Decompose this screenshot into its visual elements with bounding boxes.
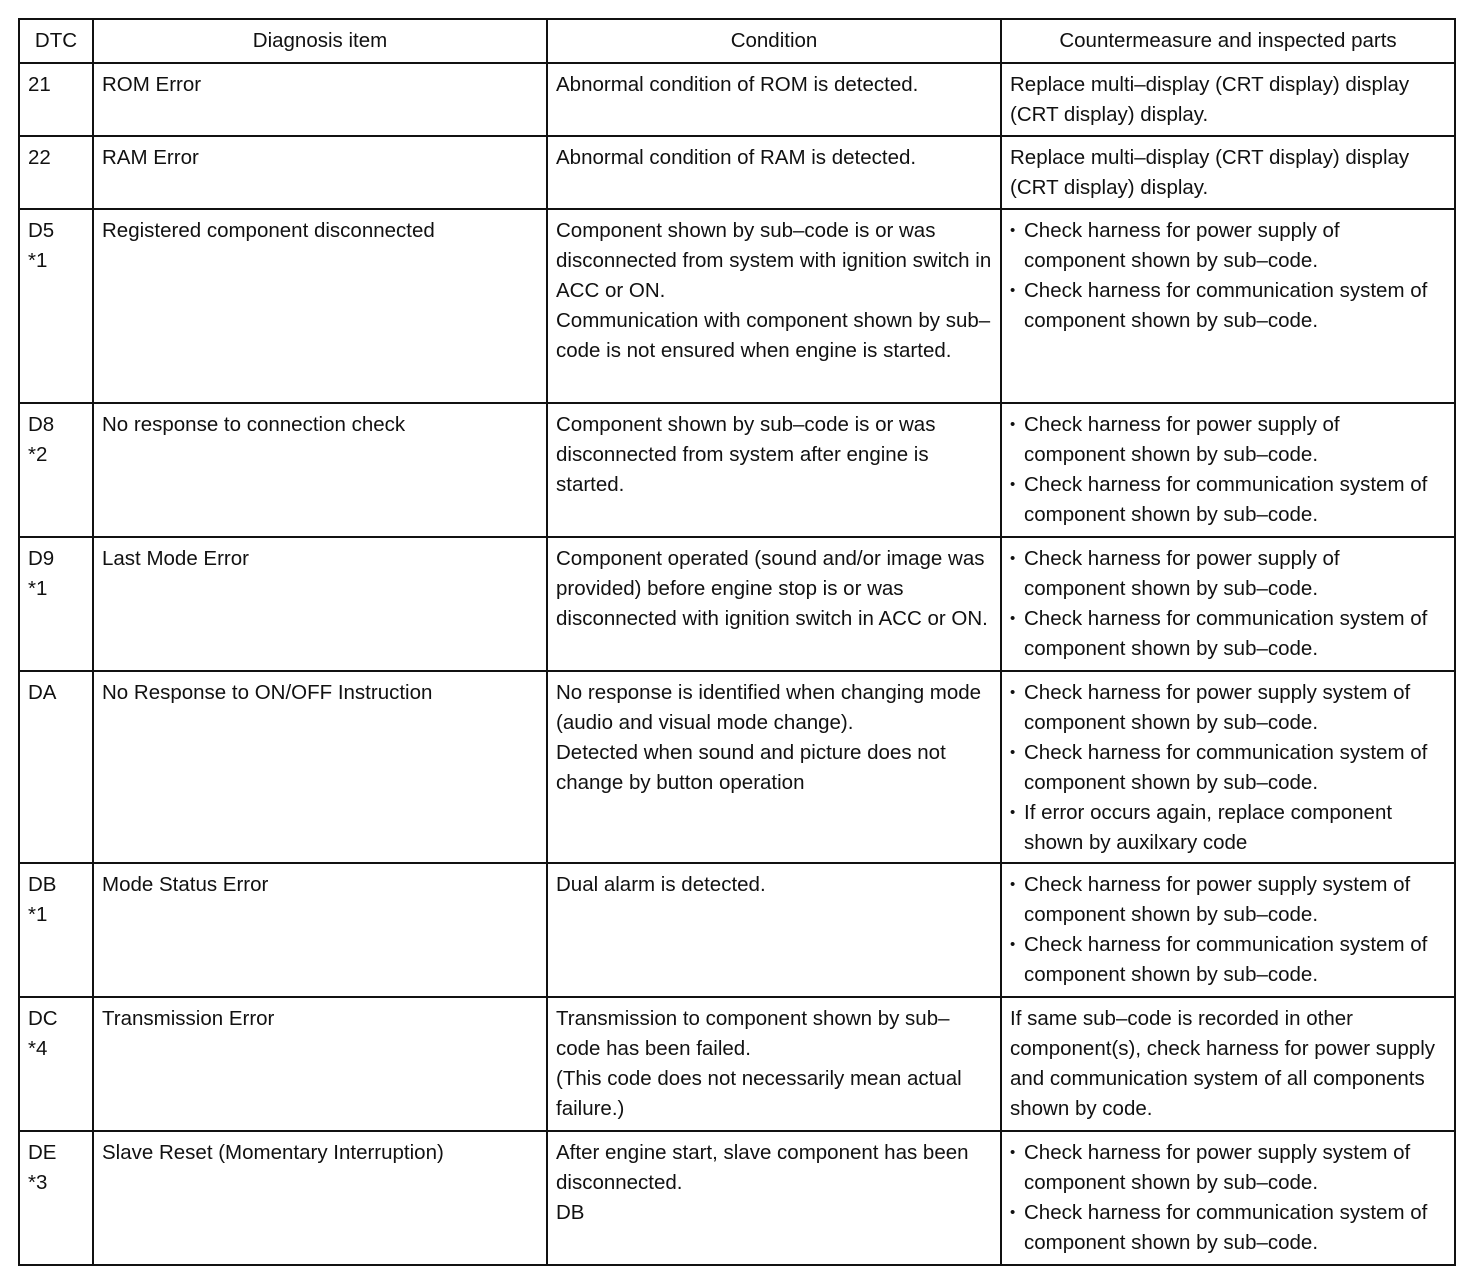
- condition-line: Transmission to component shown by sub–code has been failed.: [556, 1007, 950, 1060]
- countermeasure-bullet: • Check harness for power supply of component shown by sub–code.: [1010, 410, 1446, 470]
- condition-line: Component shown by sub–code is or was disconnected from system after engine is started.: [556, 413, 936, 496]
- dtc-code: D8: [28, 413, 55, 436]
- condition-line: After engine start, slave component has been disconnected.: [556, 1141, 969, 1194]
- header-diagnosis-item: Diagnosis item: [93, 19, 547, 63]
- table-row: [19, 537, 1455, 671]
- countermeasure-cell: [1001, 863, 1455, 997]
- countermeasure-text: Replace multi–display (CRT display) display (CRT display) display.: [1010, 146, 1410, 199]
- dtc-code: DA: [28, 681, 57, 704]
- countermeasure-cell: [1001, 136, 1455, 209]
- header-row: [19, 19, 1455, 63]
- countermeasure-cell: [1001, 403, 1455, 537]
- condition-line: DB: [556, 1201, 585, 1224]
- table-row: [19, 863, 1455, 997]
- countermeasure-cell: [1001, 209, 1455, 403]
- table-row: [19, 209, 1455, 403]
- condition-cell: [547, 209, 1001, 403]
- countermeasure-cell: [1001, 63, 1455, 136]
- dtc-code: D9: [28, 547, 55, 570]
- countermeasure-list: [1010, 544, 1446, 664]
- table-row: [19, 1131, 1455, 1265]
- dtc-footnote: *1: [28, 903, 48, 926]
- countermeasure-bullet: • Check harness for power supply system of component shown by sub–code.: [1010, 1138, 1446, 1198]
- diagnosis-item-cell: ROM Error: [93, 63, 547, 136]
- countermeasure-cell: [1001, 997, 1455, 1131]
- table-row: [19, 403, 1455, 537]
- dtc-cell: [19, 209, 93, 403]
- table-row: [19, 136, 1455, 209]
- dtc-footnote: *1: [28, 249, 48, 272]
- countermeasure-bullet: • Check harness for power supply of component shown by sub–code.: [1010, 216, 1446, 276]
- countermeasure-cell: [1001, 537, 1455, 671]
- diagnosis-item-cell: RAM Error: [93, 136, 547, 209]
- countermeasure-bullet: • Check harness for communication system of component shown by sub–code.: [1010, 470, 1446, 530]
- condition-line: Communication with component shown by sub–code is not ensured when engine is started.: [556, 309, 991, 362]
- dtc-cell: [19, 63, 93, 136]
- dtc-cell: [19, 863, 93, 997]
- countermeasure-text: If same sub–code is recorded in other component(s), check harness for power supply and communication system of all components shown by code.: [1010, 1007, 1436, 1120]
- condition-line: Abnormal condition of ROM is detected.: [556, 73, 919, 96]
- countermeasure-bullet: • If error occurs again, replace component shown by auxilxary code: [1010, 798, 1446, 858]
- dtc-cell: [19, 1131, 93, 1265]
- table-row: [19, 997, 1455, 1131]
- countermeasure-list: [1010, 870, 1446, 990]
- table-row: [19, 63, 1455, 136]
- countermeasure-cell: [1001, 1131, 1455, 1265]
- condition-cell: [547, 671, 1001, 863]
- dtc-code: 22: [28, 146, 51, 169]
- dtc-table: [18, 18, 1456, 1266]
- countermeasure-bullet: • Check harness for communication system of component shown by sub–code.: [1010, 276, 1446, 336]
- dtc-cell: [19, 537, 93, 671]
- header-condition: Condition: [547, 19, 1001, 63]
- condition-cell: [547, 63, 1001, 136]
- condition-cell: [547, 136, 1001, 209]
- condition-cell: [547, 997, 1001, 1131]
- condition-line: Component shown by sub–code is or was disconnected from system with ignition switch in ACC or ON.: [556, 219, 992, 302]
- condition-cell: [547, 537, 1001, 671]
- countermeasure-bullet: • Check harness for communication system of component shown by sub–code.: [1010, 930, 1446, 990]
- diagnosis-item-cell: Mode Status Error: [93, 863, 547, 997]
- condition-line: No response is identified when changing mode (audio and visual mode change).: [556, 681, 982, 734]
- condition-cell: [547, 863, 1001, 997]
- diagnosis-item-cell: No Response to ON/OFF Instruction: [93, 671, 547, 863]
- countermeasure-list: [1010, 1138, 1446, 1258]
- condition-line: Abnormal condition of RAM is detected.: [556, 146, 917, 169]
- diagnosis-item-cell: No response to connection check: [93, 403, 547, 537]
- dtc-cell: [19, 136, 93, 209]
- countermeasure-bullet: • Check harness for power supply of component shown by sub–code.: [1010, 544, 1446, 604]
- diagnosis-item-cell: Last Mode Error: [93, 537, 547, 671]
- dtc-footnote: *2: [28, 443, 48, 466]
- countermeasure-bullet: • Check harness for power supply system of component shown by sub–code.: [1010, 678, 1446, 738]
- dtc-table-sheet: [18, 18, 1454, 1258]
- dtc-code: DC: [28, 1007, 58, 1030]
- countermeasure-bullet: • Check harness for communication system of component shown by sub–code.: [1010, 1198, 1446, 1258]
- dtc-footnote: *4: [28, 1037, 48, 1060]
- dtc-code: DB: [28, 873, 57, 896]
- countermeasure-bullet: • Check harness for communication system of component shown by sub–code.: [1010, 738, 1446, 798]
- condition-cell: [547, 1131, 1001, 1265]
- countermeasure-list: [1010, 678, 1446, 858]
- dtc-code: DE: [28, 1141, 57, 1164]
- countermeasure-text: Replace multi–display (CRT display) display (CRT display) display.: [1010, 73, 1410, 126]
- header-countermeasure: Countermeasure and inspected parts: [1001, 19, 1455, 63]
- diagnosis-item-cell: Registered component disconnected: [93, 209, 547, 403]
- dtc-code: D5: [28, 219, 55, 242]
- condition-line: Detected when sound and picture does not change by button operation: [556, 741, 946, 794]
- countermeasure-cell: [1001, 671, 1455, 863]
- condition-line: Component operated (sound and/or image was provided) before engine stop is or was disconnected with ignition switch in ACC or ON.: [556, 547, 988, 630]
- dtc-cell: [19, 403, 93, 537]
- countermeasure-bullet: • Check harness for communication system of component shown by sub–code.: [1010, 604, 1446, 664]
- countermeasure-list: [1010, 410, 1446, 530]
- dtc-footnote: *1: [28, 577, 48, 600]
- table-row: [19, 671, 1455, 863]
- condition-line: Dual alarm is detected.: [556, 873, 766, 896]
- dtc-footnote: *3: [28, 1171, 48, 1194]
- condition-line: (This code does not necessarily mean actual failure.): [556, 1067, 962, 1120]
- dtc-cell: [19, 997, 93, 1131]
- condition-cell: [547, 403, 1001, 537]
- diagnosis-item-cell: Transmission Error: [93, 997, 547, 1131]
- countermeasure-bullet: • Check harness for power supply system of component shown by sub–code.: [1010, 870, 1446, 930]
- dtc-code: 21: [28, 73, 51, 96]
- countermeasure-list: [1010, 216, 1446, 336]
- header-dtc: DTC: [19, 19, 93, 63]
- diagnosis-item-cell: Slave Reset (Momentary Interruption): [93, 1131, 547, 1265]
- dtc-cell: [19, 671, 93, 863]
